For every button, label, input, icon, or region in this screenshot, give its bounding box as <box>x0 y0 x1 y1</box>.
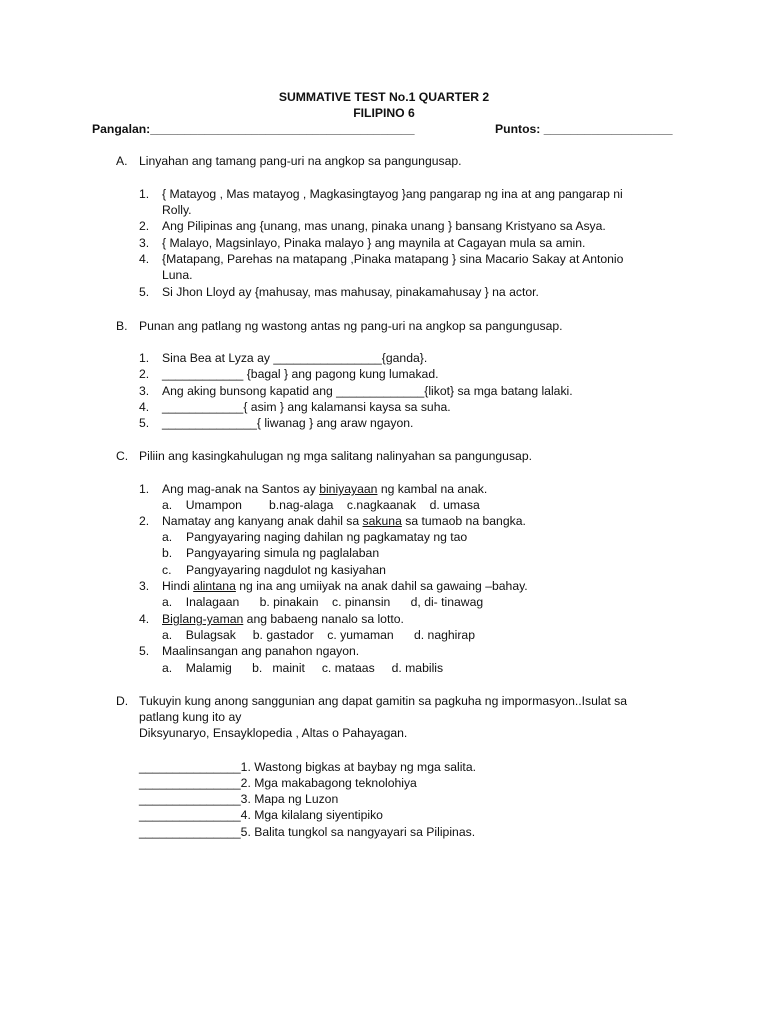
b-item-4-num: 4. <box>139 400 150 414</box>
c-q5-num: 5. <box>139 644 150 658</box>
b-item-1-num: 1. <box>139 351 150 365</box>
section-d-instruction: Tukuyin kung anong sanggunian ang dapat gamitin sa pagkuha ng impormasyon..Isulat sa <box>139 694 628 708</box>
c-q5-question: Maalinsangan ang panahon ngayon. <box>162 644 360 658</box>
b-item-5-num: 5. <box>139 416 150 430</box>
b-item-3-num: 3. <box>139 384 150 398</box>
c-q3-question <box>162 578 528 594</box>
c-q1-underlined-word: biniyayaan <box>319 482 378 496</box>
c-q2-num: 2. <box>139 514 150 528</box>
a-item-1-text-cont: Rolly. <box>162 203 192 217</box>
a-item-3-text: { Malayo, Magsinlayo, Pinaka malayo } ang maynila at Cagayan mula sa amin. <box>162 236 586 250</box>
a-item-5-num: 5. <box>139 285 150 299</box>
section-b-letter: B. <box>116 319 128 333</box>
c-q2-text-pre: Namatay ang kanyang anak dahil sa <box>162 514 363 528</box>
c-q2-choice-b[interactable]: Pangyayaring simula ng paglalaban <box>186 546 380 560</box>
d-item-2[interactable]: _______________2. Mga makabagong teknolohiya <box>139 776 417 790</box>
b-item-2-num: 2. <box>139 367 150 381</box>
c-q3-choices[interactable]: a. Inalagaan b. pinakain c. pinansin d, di- tinawag <box>162 595 484 609</box>
section-b-instruction: Punan ang patlang ng wastong antas ng pang-uri na angkop sa pangungusap. <box>139 319 563 333</box>
subject-title: FILIPINO 6 <box>353 106 415 120</box>
c-q2-underlined-word: sakuna <box>362 514 402 528</box>
section-d-instruction-cont: patlang kung ito ay <box>139 710 242 724</box>
d-item-5[interactable]: _______________5. Balita tungkol sa nangyayari sa Pilipinas. <box>139 825 476 839</box>
c-q3-num: 3. <box>139 579 150 593</box>
c-q2-choice-c[interactable]: Pangyayaring nagdulot ng kasiyahan <box>186 563 386 577</box>
a-item-5-text: Si Jhon Lloyd ay {mahusay, mas mahusay, pinakamahusay } na actor. <box>162 285 539 299</box>
b-item-4-text[interactable]: ____________{ asim } ang kalamansi kaysa sa suha. <box>162 400 451 414</box>
a-item-4-text-cont: Luna. <box>162 268 193 282</box>
section-a-instruction: Linyahan ang tamang pang-uri na angkop sa pangungusap. <box>139 154 462 168</box>
section-c-letter: C. <box>116 449 129 463</box>
c-q3-text-pre: Hindi <box>162 579 194 593</box>
d-item-3[interactable]: _______________3. Mapa ng Luzon <box>139 792 339 806</box>
c-q2-question <box>162 513 526 529</box>
a-item-2-num: 2. <box>139 219 150 233</box>
c-q1-text-pre: Ang mag-anak na Santos ay <box>162 482 320 496</box>
b-item-2-text[interactable]: ____________ {bagal } ang pagong kung lumakad. <box>162 367 439 381</box>
b-item-5-text[interactable]: ______________{ liwanag } ang araw ngayon. <box>162 416 414 430</box>
d-item-4[interactable]: _______________4. Mga kilalang siyentipiko <box>139 808 383 822</box>
d-item-1[interactable]: _______________1. Wastong bigkas at baybay ng mga salita. <box>139 760 476 774</box>
b-item-1-text[interactable]: Sina Bea at Lyza ay ________________{ganda}. <box>162 351 428 365</box>
a-item-1-text: { Matayog , Mas matayog , Magkasingtayog }ang pangarap ng ina at ang pangarap ni <box>162 187 623 201</box>
c-q2-choice-a-letter: a. <box>162 530 173 544</box>
c-q1-choices[interactable]: a. Umampon b.nag-alaga c.nagkaanak d. umasa <box>162 498 480 512</box>
score-field-label[interactable]: Puntos: ___________________ <box>495 122 673 136</box>
c-q5-choices[interactable]: a. Malamig b. mainit c. mataas d. mabilis <box>162 661 444 675</box>
c-q2-text-post: sa tumaob na bangka. <box>401 514 526 528</box>
a-item-1-num: 1. <box>139 187 150 201</box>
c-q4-underlined-word: Biglang-yaman <box>162 612 244 626</box>
c-q4-num: 4. <box>139 612 150 626</box>
a-item-4-text: {Matapang, Parehas na matapang ,Pinaka matapang } sina Macario Sakay at Antonio <box>162 252 624 266</box>
c-q1-text-post: ng kambal na anak. <box>377 482 488 496</box>
section-d-letter: D. <box>116 694 129 708</box>
a-item-4-num: 4. <box>139 252 150 266</box>
c-q4-question <box>162 611 404 627</box>
c-q1-question <box>162 481 487 497</box>
page-title: SUMMATIVE TEST No.1 QUARTER 2 <box>278 90 490 104</box>
c-q4-text-post: ang babaeng nanalo sa lotto. <box>243 612 404 626</box>
c-q1-num: 1. <box>139 482 150 496</box>
a-item-2-text: Ang Pilipinas ang {unang, mas unang, pinaka unang } bansang Kristyano sa Asya. <box>162 219 606 233</box>
c-q2-choice-c-letter: c. <box>162 563 172 577</box>
section-a-letter: A. <box>116 154 128 168</box>
section-d-options: Diksyunaryo, Ensayklopedia , Altas o Pahayagan. <box>139 726 408 740</box>
name-field-label[interactable]: Pangalan:_______________________________________ <box>92 122 415 136</box>
b-item-3-text[interactable]: Ang aking bunsong kapatid ang _____________{likot} sa mga batang lalaki. <box>162 384 573 398</box>
c-q3-underlined-word: alintana <box>193 579 236 593</box>
c-q2-choice-a[interactable]: Pangyayaring naging dahilan ng pagkamatay ng tao <box>186 530 468 544</box>
c-q4-choices[interactable]: a. Bulagsak b. gastador c. yumaman d. naghirap <box>162 628 475 642</box>
section-c-instruction: Piliin ang kasingkahulugan ng mga salitang nalinyahan sa pangungusap. <box>139 449 532 463</box>
c-q3-text-post: ng ina ang umiiyak na anak dahil sa gawaing –bahay. <box>235 579 528 593</box>
a-item-3-num: 3. <box>139 236 150 250</box>
c-q2-choice-b-letter: b. <box>162 546 173 560</box>
